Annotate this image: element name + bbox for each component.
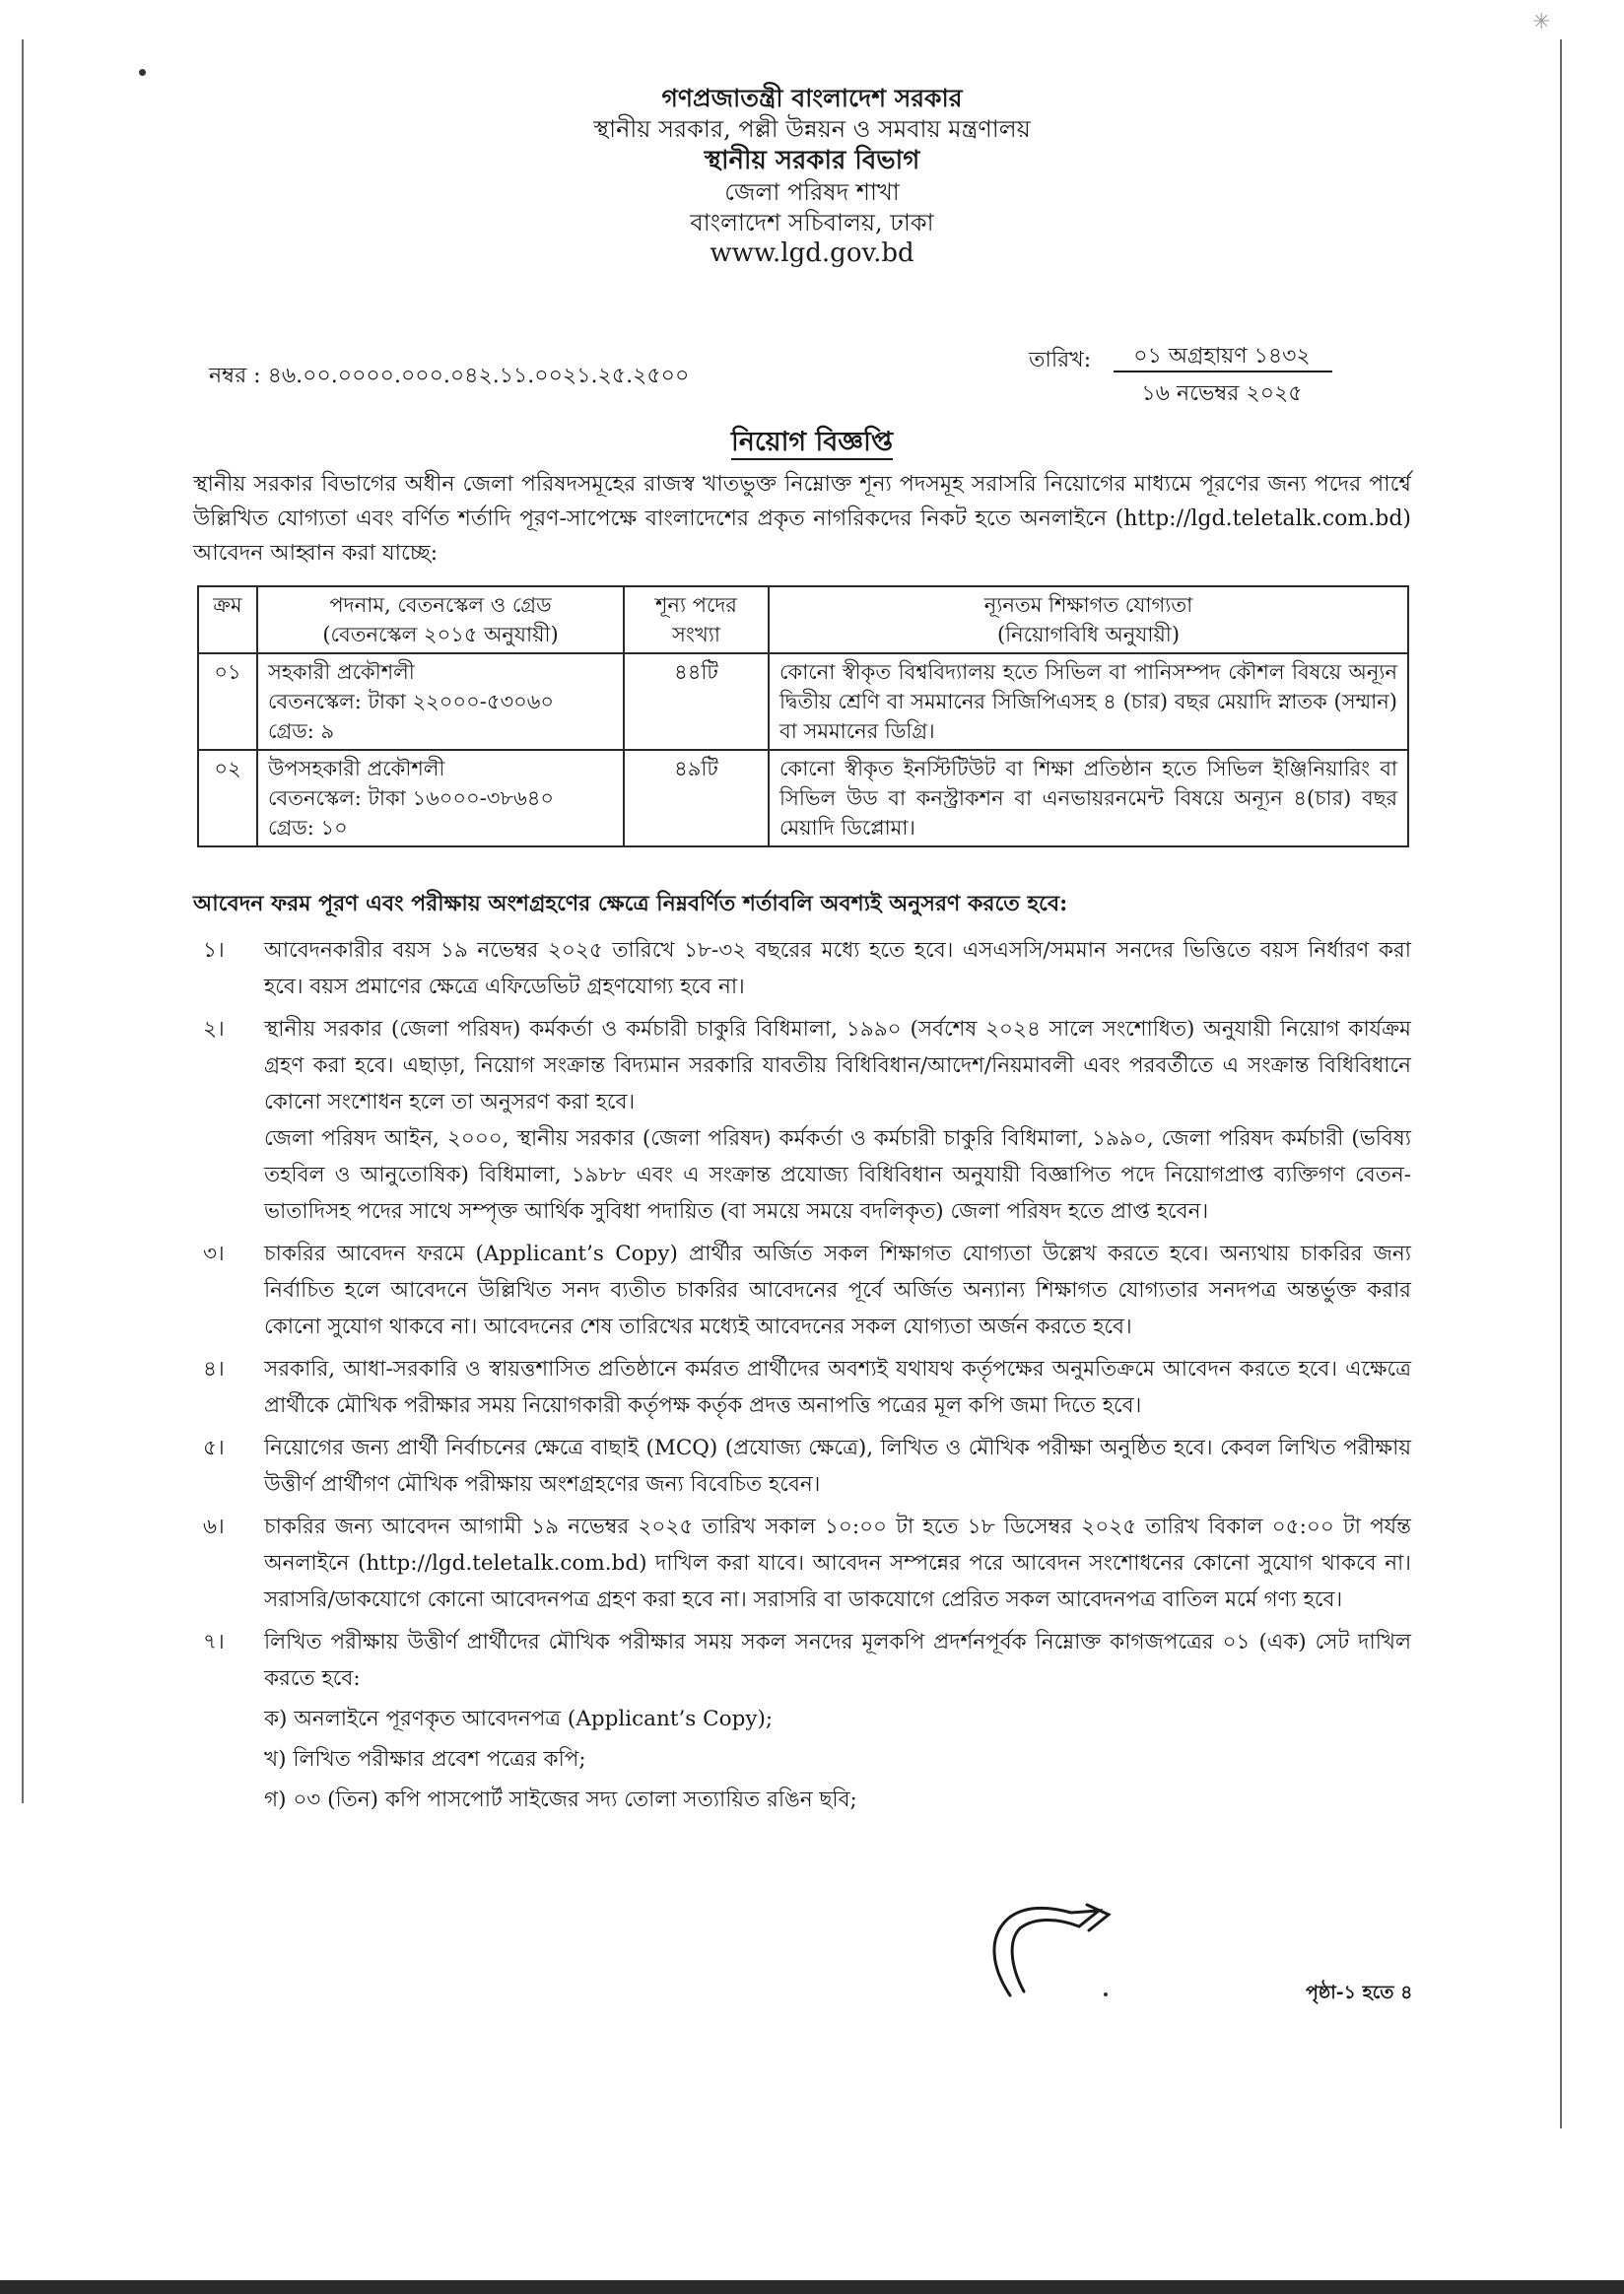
corner-mark-icon: ✳ xyxy=(1532,10,1551,34)
header-serial xyxy=(198,586,257,653)
table-row xyxy=(198,653,1408,750)
header-post-line2: (বেতনস্কেল ২০১৫ অনুযায়ী) xyxy=(322,623,559,646)
condition-item xyxy=(193,1509,1411,1618)
scan-edge-bottom xyxy=(0,2280,1624,2294)
row-vacancies: ৪৯টি xyxy=(624,750,769,846)
header-post xyxy=(257,586,624,653)
row-post: উপসহকারী প্রকৌশলী xyxy=(268,757,445,780)
row-scale: বেতনস্কেল: টাকা ১৬০০০-৩৮৬৪০ xyxy=(268,786,555,810)
condition-text: নিয়োগের জন্য প্রার্থী নির্বাচনের ক্ষেত্রে বাছাই (MCQ) (প্রযোজ্য ক্ষেত্রে), লিখিত ও মৌখিক পরীক্ষা অনুষ্ঠিত হবে। কেবল লিখিত পরীক্ষায় উত্তীর্ণ প্রার্থীগণ মৌখিক পরীক্ষায় অংশগ্রহণের জন্য বিবেচিত হবেন। xyxy=(264,1436,1411,1497)
document-subitem: ক) অনলাইনে পূরণকৃত আবেদনপত্র (Applicant’s Copy); xyxy=(264,1707,774,1731)
condition-item xyxy=(193,1236,1411,1345)
scan-edge-right xyxy=(1560,39,1562,2128)
header-vacancy-line1: শূন্য পদের xyxy=(654,593,737,617)
notice-title-text: নিয়োগ বিজ্ঞপ্তি xyxy=(731,427,893,460)
website: www.lgd.gov.bd xyxy=(710,238,914,269)
header-post-line1: পদনাম, বেতনস্কেল ও গ্রেড xyxy=(329,593,552,617)
vacancy-table xyxy=(197,585,1409,847)
notice-title xyxy=(0,422,1624,466)
condition-item xyxy=(193,1624,1411,1818)
row-qualification: কোনো স্বীকৃত ইনস্টিটিউট বা শিক্ষা প্রতিষ্ঠান হতে সিভিল ইঞ্জিনিয়ারিং বা সিভিল উড বা কনস্ট্রাকশন বা এনভায়রনমেন্ট বিষয়ে অন্যূন ৪(চার) বছর মেয়াদি ডিপ্লোমা। xyxy=(769,750,1408,846)
header-qual-line2: (নিয়োগবিধি অনুযায়ী) xyxy=(996,623,1181,646)
row-grade: গ্রেড: ৯ xyxy=(268,719,335,743)
date-divider xyxy=(1114,371,1332,372)
row-grade: গ্রেড: ১০ xyxy=(268,816,348,840)
row-serial: ০২ xyxy=(198,750,257,846)
date-label: তারিখ: xyxy=(1029,348,1092,372)
row-post-cell xyxy=(257,653,624,750)
table-header-row xyxy=(198,586,1408,653)
condition-text: সরকারি, আধা-সরকারি ও স্বায়ত্তশাসিত প্রতিষ্ঠানে কর্মরত প্রার্থীদের অবশ্যই যথাযথ কর্তৃপক্ষের অনুমতিক্রমে আবেদন করতে হবে। এক্ষেত্রে প্রার্থীকে মৌখিক পরীক্ষার সময় নিয়োগকারী কর্তৃপক্ষ কর্তৃক প্রদত্ত অনাপত্তি পত্রের মূল কপি জমা দিতে হবে। xyxy=(264,1357,1411,1418)
document-subitem: গ) ০৩ (তিন) কপি পাসপোর্ট সাইজের সদ্য তোলা সত্যায়িত রঙিন ছবি; xyxy=(264,1788,857,1812)
condition-number: ৭। xyxy=(203,1630,225,1654)
table-row xyxy=(198,750,1408,846)
division-name: স্থানীয় সরকার বিভাগ xyxy=(704,145,920,175)
condition-text: লিখিত পরীক্ষায় উত্তীর্ণ প্রার্থীদের মৌখিক পরীক্ষার সময় সকল সনদের মূলকপি প্রদর্শনপূর্বক নিম্নোক্ত কাগজপত্রের ০১ (এক) সেট দাখিল করতে হবে: xyxy=(264,1630,1411,1691)
branch-name: জেলা পরিষদ শাখা xyxy=(724,177,900,206)
row-qualification: কোনো স্বীকৃত বিশ্ববিদ্যালয় হতে সিভিল বা পানিসম্পদ কৌশল বিষয়ে অন্যূন দ্বিতীয় শ্রেণি বা সমমানের সিজিপিএসহ ৪ (চার) বছর মেয়াদি স্নাতক (সম্মান) বা সমমানের ডিগ্রি। xyxy=(769,653,1408,750)
header-qual-line1: ন্যূনতম শিক্ষাগত যোগ্যতা xyxy=(983,593,1193,617)
page-number: পৃষ্ঠা-১ হতে ৪ xyxy=(1306,1982,1413,2003)
condition-text: চাকরির আবেদন ফরমে (Applicant’s Copy) প্রার্থীর অর্জিত সকল শিক্ষাগত যোগ্যতা উল্লেখ করতে হবে। অন্যথায় চাকরির জন্য নির্বাচিত হলে আবেদনে উল্লিখিত সনদ ব্যতীত চাকরির আবেদনের পূর্বে অর্জিত অন্যান্য শিক্ষাগত যোগ্যতার সনদপত্র অন্তর্ভুক্ত করার কোনো সুযোগ থাকবে না। আবেদনের শেষ তারিখের মধ্যেই আবেদনের সকল যোগ্যতা অর্জন করতে হবে। xyxy=(264,1242,1411,1339)
date-bangla: ০১ অগ্রহায়ণ ১৪৩২ xyxy=(1133,344,1311,369)
condition-text: স্থানীয় সরকার (জেলা পরিষদ) কর্মকর্তা ও কর্মচারী চাকুরি বিধিমালা, ১৯৯০ (সর্বশেষ ২০২৪ সালে সংশোধিত) অনুযায়ী নিয়োগ কার্যক্রম গ্রহণ করা হবে। এছাড়া, নিয়োগ সংক্রান্ত বিদ্যমান সরকারি যাবতীয় বিধিবিধান/আদেশ/নিয়মাবলী এবং পরবর্তীতে এ সংক্রান্ত বিধিবিধানে কোনো সংশোধন হলে তা অনুসরণ করা হবে। xyxy=(264,1017,1411,1114)
letterhead xyxy=(276,83,1348,271)
condition-number: ১। xyxy=(203,938,225,963)
conditions-list xyxy=(193,932,1411,1824)
row-post: সহকারী প্রকৌশলী xyxy=(268,660,415,684)
row-serial: ০১ xyxy=(198,653,257,750)
signature-icon xyxy=(981,1897,1118,2000)
government-name: গণপ্রজাতন্ত্রী বাংলাদেশ সরকার xyxy=(661,84,963,112)
condition-number: ৪। xyxy=(203,1357,225,1382)
row-vacancies: ৪৪টি xyxy=(624,653,769,750)
header-qualification xyxy=(769,586,1408,653)
condition-text: চাকরির জন্য আবেদন আগামী ১৯ নভেম্বর ২০২৫ তারিখ সকাল ১০:০০ টা হতে ১৮ ডিসেম্বর ২০২৫ তারিখ বিকাল ০৫:০০ টা পর্যন্ত অনলাইনে (http://lgd.teletalk.com.bd) দাখিল করা যাবে। আবেদন সম্পন্নের পরে আবেদন সংশোধনের কোনো সুযোগ থাকবে না। সরাসরি/ডাকযোগে কোনো আবেদনপত্র গ্রহণ করা হবে না। সরাসরি বা ডাকযোগে প্রেরিত সকল আবেদনপত্র বাতিল মর্মে গণ্য হবে। xyxy=(264,1515,1411,1612)
document-subitem: খ) লিখিত পরীক্ষার প্রবেশ পত্রের কপি; xyxy=(264,1747,586,1772)
conditions-heading: আবেদন ফরম পূরণ এবং পরীক্ষায় অংশগ্রহণের ক্ষেত্রে নিম্নবর্ণিত শর্তাবলি অবশ্যই অনুসরণ করতে হবে: xyxy=(193,891,1068,916)
condition-item xyxy=(193,1430,1411,1503)
header-vacancy-line2: সংখ্যা xyxy=(672,623,720,646)
office-address: বাংলাদেশ সচিবালয়, ঢাকা xyxy=(690,208,934,236)
memo-number: নম্বর : ৪৬.০০.০০০০.০০০.০৪২.১১.০০২১.২৫.২৫০০ xyxy=(209,364,690,388)
condition-number: ৫। xyxy=(203,1436,225,1460)
condition-number: ৩। xyxy=(203,1242,225,1266)
condition-item xyxy=(193,1011,1411,1230)
ministry-name: স্থানীয় সরকার, পল্লী উন্নয়ন ও সমবায় মন্ত্রণালয় xyxy=(593,115,1031,143)
row-scale: বেতনস্কেল: টাকা ২২০০০-৫৩০৬০ xyxy=(268,690,555,713)
intro-paragraph: স্থানীয় সরকার বিভাগের অধীন জেলা পরিষদসমূহের রাজস্ব খাতভুক্ত নিম্নোক্ত শূন্য পদসমূহ সরাসরি নিয়োগের মাধ্যমে পূরণের জন্য পদের পার্শ্বে উল্লিখিত যোগ্যতা এবং বর্ণিত শর্তাদি পূরণ-সাপেক্ষে বাংলাদেশের প্রকৃত নাগরিকদের নিকট হতে অনলাইনে (http://lgd.teletalk.com.bd) আবেদন আহ্বান করা যাচ্ছে: xyxy=(193,472,1411,566)
date-english: ১৬ নভেম্বর ২০২৫ xyxy=(1141,381,1303,406)
row-post-cell xyxy=(257,750,624,846)
condition-item xyxy=(193,932,1411,1005)
condition-number: ৬। xyxy=(203,1515,225,1539)
condition-number: ২। xyxy=(203,1017,225,1042)
signature-dot xyxy=(1104,1992,1108,1996)
condition-text-continued: জেলা পরিষদ আইন, ২০০০, স্থানীয় সরকার (জেলা পরিষদ) কর্মকর্তা ও কর্মচারী চাকুরি বিধিমালা, ১৯৯০, জেলা পরিষদ কর্মচারী (ভবিষ্য তহবিল ও আনুতোষিক) বিধিমালা, ১৯৮৮ এবং এ সংক্রান্ত প্রযোজ্য বিধিবিধান অনুযায়ী বিজ্ঞাপিত পদে নিয়োগপ্রাপ্ত ব্যক্তিগণ বেতন-ভাতাদিসহ পদের সাথে সম্পৃক্ত আর্থিক সুবিধা পদায়িত (বা সময়ে সময়ে বদলিকৃত) জেলা পরিষদ হতে প্রাপ্ত হবেন। xyxy=(264,1126,1411,1224)
condition-text: আবেদনকারীর বয়স ১৯ নভেম্বর ২০২৫ তারিখে ১৮-৩২ বছরের মধ্যে হতে হবে। এসএসসি/সমমান সনদের ভিত্তিতে বয়স নির্ধারণ করা হবে। বয়স প্রমাণের ক্ষেত্রে এফিডেভিট গ্রহণযোগ্য হবে না। xyxy=(264,938,1411,999)
header-serial-text: ক্রম xyxy=(213,593,242,617)
scan-edge-left xyxy=(22,39,24,1803)
condition-item xyxy=(193,1351,1411,1424)
header-vacancy xyxy=(624,586,769,653)
scan-speck xyxy=(139,69,146,76)
